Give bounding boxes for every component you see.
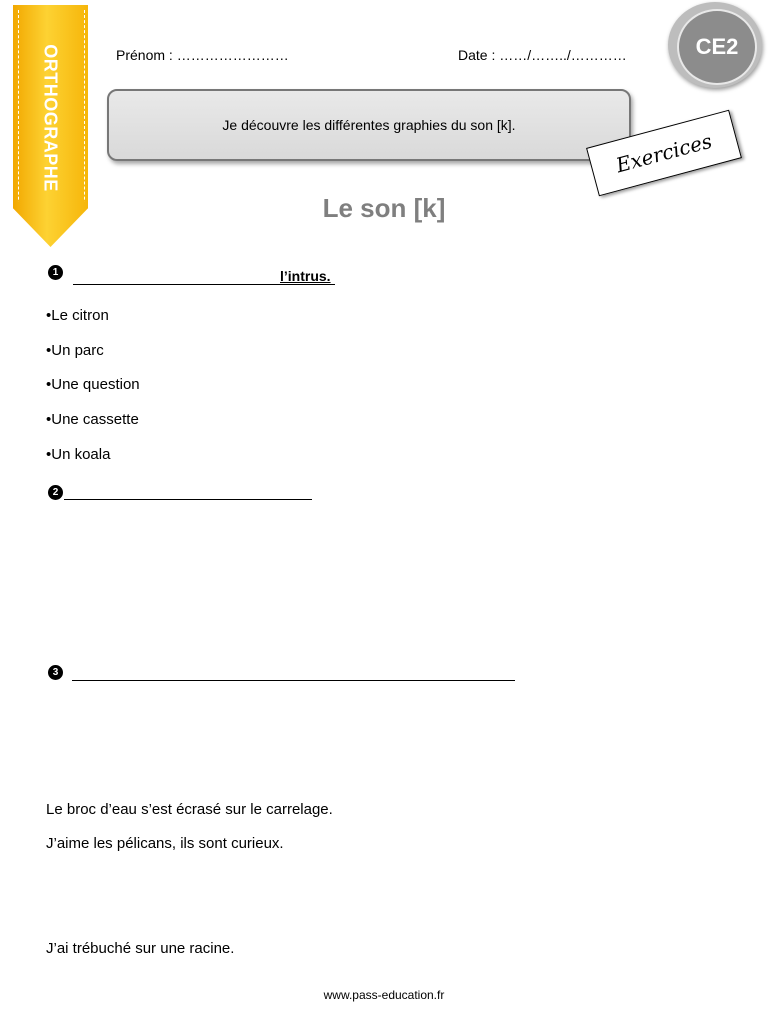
exercise-1-label: l’intrus. bbox=[280, 268, 331, 284]
exercices-tag-label: Exercices bbox=[613, 128, 715, 178]
exercise-3-number: 3 bbox=[48, 665, 63, 680]
list-item: •Un koala bbox=[46, 446, 111, 463]
exercise-2-answer-line[interactable] bbox=[64, 499, 312, 500]
exercise-1-answer-line[interactable] bbox=[73, 284, 335, 285]
list-item: •Une cassette bbox=[46, 411, 139, 428]
sentence: Le broc d’eau s’est écrasé sur le carrelage. bbox=[46, 801, 333, 818]
page-title: Le son [k] bbox=[322, 193, 446, 223]
footer-url[interactable]: www.pass-education.fr bbox=[323, 988, 445, 1002]
list-item: •Le citron bbox=[46, 307, 109, 324]
name-field[interactable]: Prénom : …………………… bbox=[116, 47, 289, 63]
subject-label: ORTHOGRAPHE bbox=[40, 44, 61, 192]
exercise-3-answer-line[interactable] bbox=[72, 680, 515, 681]
exercise-2-number: 2 bbox=[48, 485, 63, 500]
objective-box bbox=[107, 89, 631, 161]
date-field[interactable]: Date : ……/……../………… bbox=[458, 47, 627, 63]
level-label: CE2 bbox=[677, 9, 757, 85]
sentence: J’aime les pélicans, ils sont curieux. bbox=[46, 835, 284, 852]
list-item: •Une question bbox=[46, 376, 140, 393]
sentence: J’ai trébuché sur une racine. bbox=[46, 940, 235, 957]
exercise-1-number: 1 bbox=[48, 265, 63, 280]
objective-text: Je découvre les différentes graphies du son [k]. bbox=[222, 117, 516, 133]
list-item: •Un parc bbox=[46, 342, 104, 359]
